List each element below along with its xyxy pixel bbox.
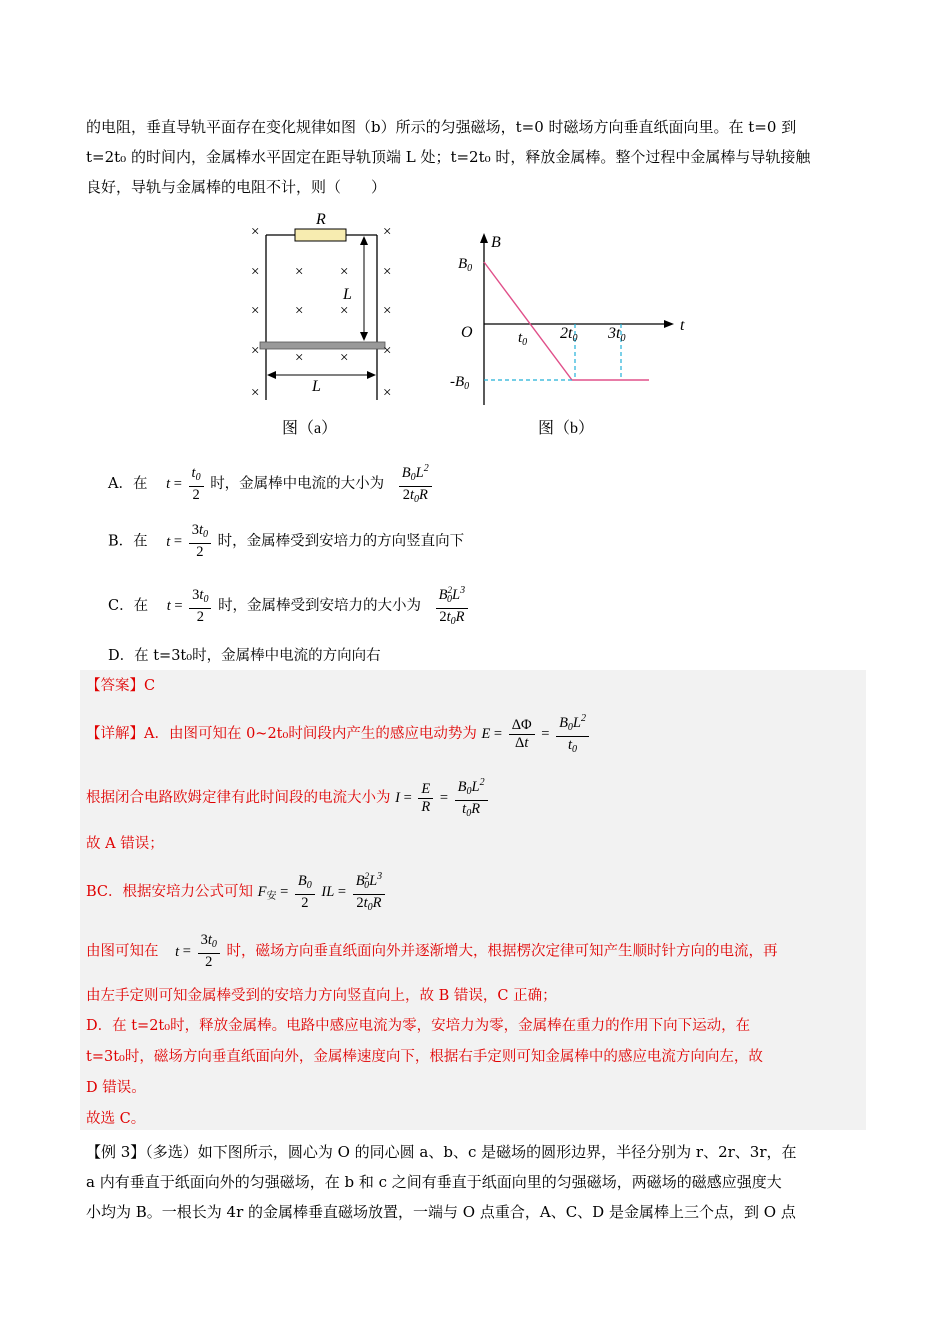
svg-text:×: × <box>383 303 392 319</box>
option-D[interactable]: D．在 t=3t₀时，金属棒中电流的方向向右 <box>108 648 381 664</box>
neg-B0-label: $-B_0$ <box>450 374 470 392</box>
tick-t0: $t_0$ <box>518 330 528 348</box>
svg-text:×: × <box>295 264 304 280</box>
detail-A: 【详解】A．由图可知在 0~2t₀时间段内产生的感应电动势为 E = $\frac{\Delta\Phi}{\Delta t}$ = $\frac{B_0L^2}{t_0}$ <box>86 710 591 758</box>
B0-label: $B_0$ <box>458 256 473 274</box>
option-B[interactable]: B．在 t = $\frac{3t_0}{2}$ 时，金属棒受到安培力的方向竖直向下 <box>108 522 465 560</box>
example3-line-1: 【例 3】（多选）如下图所示，圆心为 O 的同心圆 a、b、c 是磁场的圆形边界，半径分别为 r、2r、3r，在 <box>86 1143 797 1161</box>
figure-a <box>240 205 400 445</box>
label-L-horizontal: L <box>312 378 321 395</box>
svg-text:×: × <box>340 350 349 366</box>
label-L-vertical: L <box>343 286 352 303</box>
problem-line-2: t=2t₀ 的时间内，金属棒水平固定在距导轨顶端 L 处；t=2t₀ 时，释放金属棒。整个过程中金属棒与导轨接触 <box>86 148 811 166</box>
svg-text:×: × <box>383 385 392 401</box>
detail-D-1: D．在 t=2t₀时，释放金属棒。电路中感应电流为零，安培力为零，金属棒在重力的作用下向下运动，在 <box>86 1018 751 1034</box>
detail-BC: BC．根据安培力公式可知 $F_安$ = $\frac{B_0}{2}$ IL = $\frac{B^2_0L^3}{2t_0R}$ <box>86 868 387 916</box>
svg-text:×: × <box>383 224 392 240</box>
answer-line: 【答案】C <box>86 678 156 694</box>
svg-text:×: × <box>295 350 304 366</box>
svg-text:×: × <box>383 264 392 280</box>
axis-B-label: B <box>491 234 501 251</box>
detail-choose: 故选 C。 <box>86 1111 146 1127</box>
svg-text:×: × <box>251 385 260 401</box>
svg-text:×: × <box>340 264 349 280</box>
option-C[interactable]: C．在 t = $\frac{3t_0}{2}$ 时，金属棒受到安培力的大小为 $\frac{B^2_0L^3}{2t_0R}$ <box>108 582 470 630</box>
svg-text:×: × <box>251 224 260 240</box>
svg-text:×: × <box>340 303 349 319</box>
problem-line-1: 的电阻，垂直导轨平面存在变化规律如图（b）所示的匀强磁场，t=0 时磁场方向垂直纸面向里。在 t=0 到 <box>86 118 797 136</box>
caption-b: 图（b） <box>538 420 595 437</box>
detail-D-3: D 错误。 <box>86 1080 146 1096</box>
svg-text:×: × <box>383 343 392 359</box>
figure-b <box>440 225 710 445</box>
problem-line-3: 良好，导轨与金属棒的电阻不计，则（ ） <box>86 178 387 196</box>
tick-3t0: 3t0 <box>608 325 626 344</box>
detail-left-hand: 由左手定则可知金属棒受到的安培力方向竖直向上，故 B 错误，C 正确； <box>86 988 557 1004</box>
detail-A-wrong: 故 A 错误； <box>86 836 164 852</box>
example3-line-3: 小均为 B。一根长为 4r 的金属棒垂直磁场放置，一端与 O 点重合，A、C、D 是金属棒上三个点，到 O 点 <box>86 1203 796 1221</box>
example3-line-2: a 内有垂直于纸面向外的匀强磁场，在 b 和 c 之间有垂直于纸面向里的匀强磁场，两磁场的磁感应强度大 <box>86 1173 782 1191</box>
axis-t-label: t <box>680 317 685 334</box>
detail-ohm: 根据闭合电路欧姆定律有此时间段的电流大小为 I = $\frac{E}{R}$ = $\frac{B_0L^2}{t_0R}$ <box>86 774 490 822</box>
option-A[interactable]: A．在 t = $\frac{t_0}{2}$ 时，金属棒中电流的大小为 $\frac{B_0L^2}{2t_0R}$ <box>108 460 434 508</box>
origin-label: O <box>461 324 473 341</box>
B-curve <box>484 262 649 380</box>
svg-text:×: × <box>251 264 260 280</box>
detail-lenz: 由图可知在 t = $\frac{3t_0}{2}$ 时，磁场方向垂直纸面向外并逐渐增大，根据楞次定律可知产生顺时针方向的电流，再 <box>86 932 778 970</box>
label-R: R <box>316 211 326 228</box>
caption-a: 图（a） <box>282 420 338 437</box>
detail-D-2: t=3t₀时，磁场方向垂直纸面向外，金属棒速度向下，根据右手定则可知金属棒中的感应电流方向向左，故 <box>86 1049 763 1065</box>
svg-text:×: × <box>251 303 260 319</box>
tick-2t0: 2t0 <box>560 325 578 344</box>
svg-text:×: × <box>295 303 304 319</box>
svg-text:×: × <box>251 343 260 359</box>
